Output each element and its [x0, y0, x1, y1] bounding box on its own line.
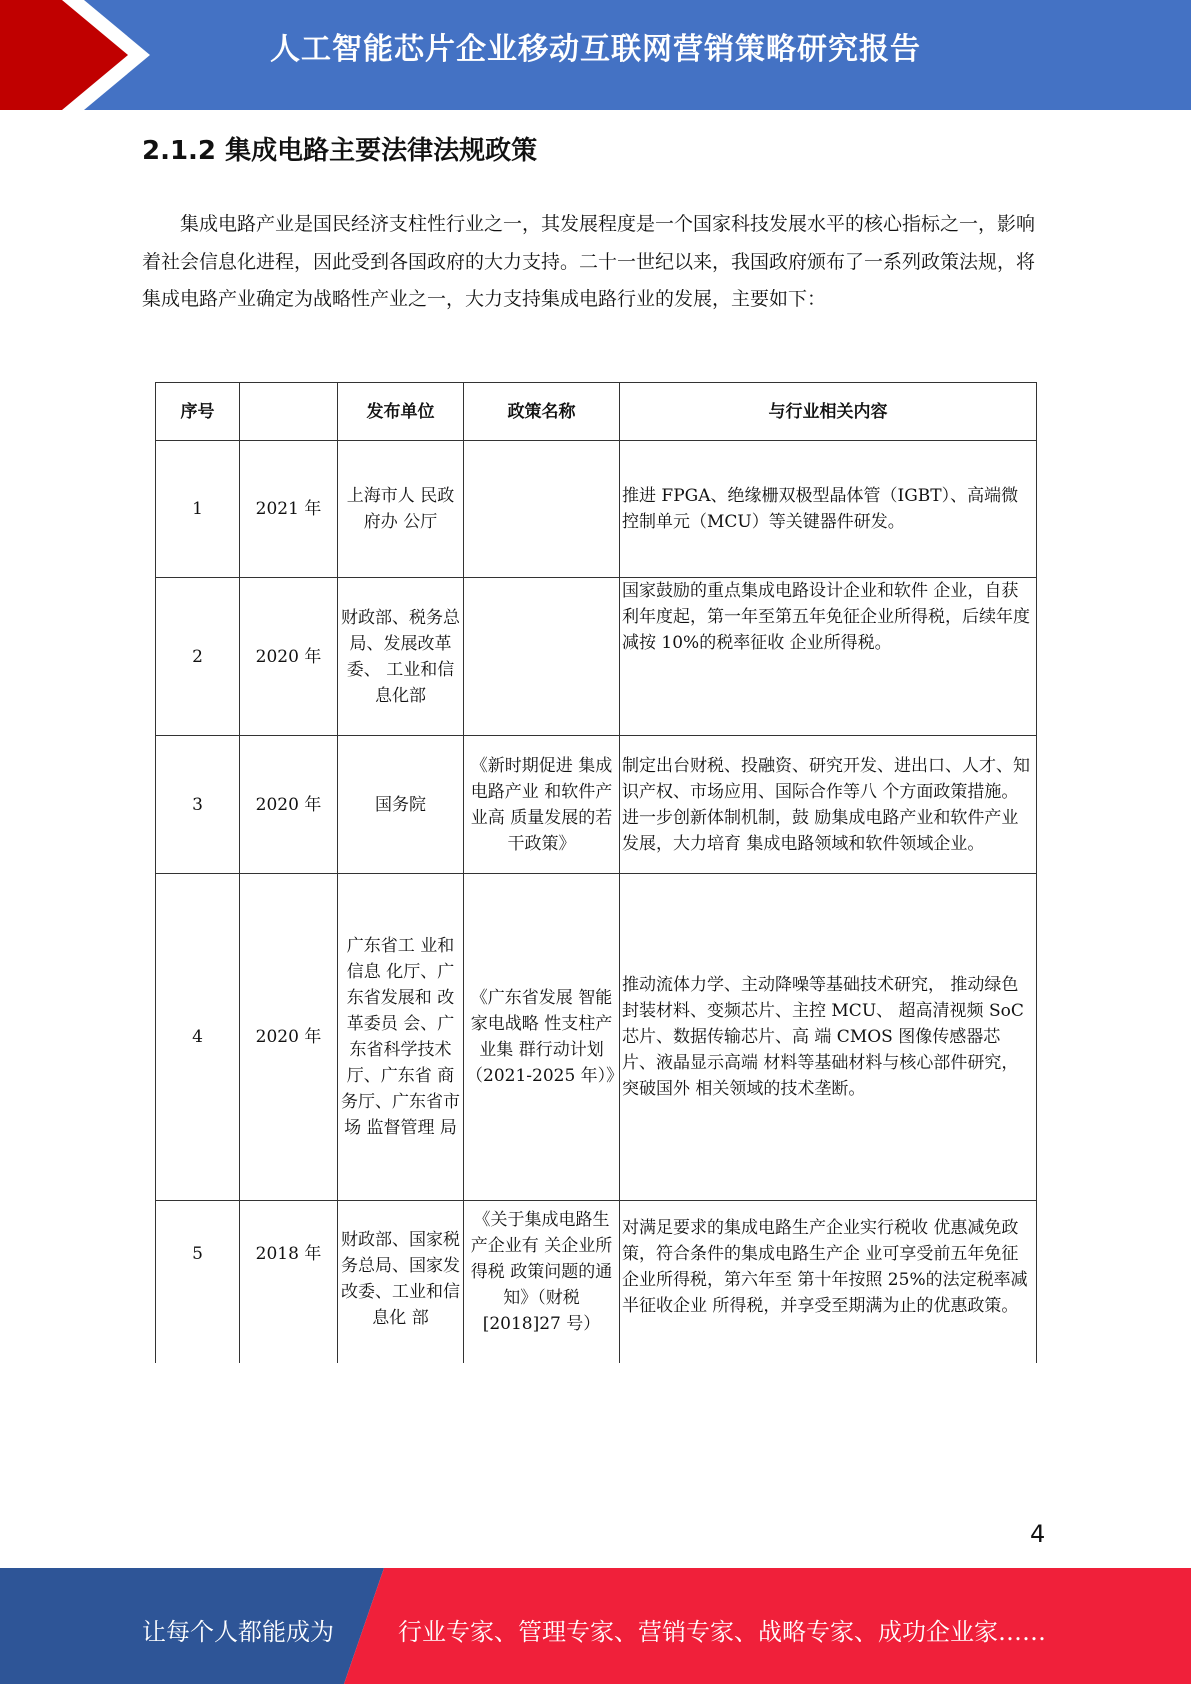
row-policy [464, 578, 620, 736]
row-policy: 《广东省发展 智能家电战略 性支柱产业集 群行动计划（2021-2025 年）》 [464, 874, 620, 1201]
row-unit: 上海市人 民政府办 公厅 [338, 441, 464, 578]
header-policy: 政策名称 [464, 383, 620, 441]
row-no: 1 [156, 441, 240, 578]
footer-slogan-right: 行业专家、管理专家、营销专家、战略专家、成功企业家…… [398, 1618, 1046, 1646]
table-row [156, 736, 1037, 874]
row-year: 2020 年 [240, 578, 338, 736]
header-unit: 发布单位 [338, 383, 464, 441]
table-header-row [156, 383, 1037, 441]
row-content: 对满足要求的集成电路生产企业实行税收 优惠减免政策，符合条件的集成电路生产企 业可享受前五年免征企业所得税，第六年至 第十年按照 25%的法定税率减半征收企业 所得税，并享受至期满为止的优惠政策。 [620, 1201, 1037, 1363]
row-year: 2020 年 [240, 736, 338, 874]
row-no: 4 [156, 874, 240, 1201]
row-year: 2018 年 [240, 1201, 338, 1363]
header-title: 人工智能芯片企业移动互联网营销策略研究报告 [270, 32, 921, 67]
row-content: 推动流体力学、主动降噪等基础技术研究， 推动绿色封装材料、变频芯片、主控 MCU、 超高清视频 SoC 芯片、数据传输芯片、高 端 CMOS 图像传感器芯片、液晶显示高端 材料等基础材料与核心部件研究，突破国外 相关领域的技术垄断。 [620, 874, 1037, 1201]
section-title: 2.1.2 集成电路主要法律法规政策 [142, 136, 538, 166]
table-row [156, 441, 1037, 578]
policy-table [155, 382, 1037, 1363]
row-content: 制定出台财税、投融资、研究开发、进出口、人才、知识产权、市场应用、国际合作等八 个方面政策措施。进一步创新体制机制，鼓 励集成电路产业和软件产业发展，大力培育 集成电路领域和软件领域企业。 [620, 736, 1037, 874]
row-no: 5 [156, 1201, 240, 1363]
row-unit: 财政部、税务总局、发展改革委、 工业和信 息化部 [338, 578, 464, 736]
row-year: 2021 年 [240, 441, 338, 578]
row-unit: 财政部、国家税务总局、国家发改委、工业和信息化 部 [338, 1201, 464, 1363]
table-row [156, 578, 1037, 736]
row-content: 推进 FPGA、绝缘栅双极型晶体管（IGBT）、高端微控制单元（MCU）等关键器件研发。 [620, 441, 1037, 578]
row-policy [464, 441, 620, 578]
page-footer [0, 1568, 1191, 1684]
row-unit: 国务院 [338, 736, 464, 874]
row-unit: 广东省工 业和信息 化厅、广东省发展和 改革委员 会、广东省科学技术 厅、广东省 商务厅、广东省市场 监督管理 局 [338, 874, 464, 1201]
footer-slogan-left: 让每个人都能成为 [142, 1618, 334, 1646]
page-number: 4 [1030, 1520, 1046, 1548]
page-header [0, 0, 1191, 110]
intro-paragraph: 集成电路产业是国民经济支柱性行业之一，其发展程度是一个国家科技发展水平的核心指标之一，影响着社会信息化进程，因此受到各国政府的大力支持。二十一世纪以来，我国政府颁布了一系列政策法规，将集成电路产业确定为战略性产业之一，大力支持集成电路行业的发展，主要如下： [142, 213, 1036, 310]
row-no: 2 [156, 578, 240, 736]
header-year [240, 383, 338, 441]
header-content: 与行业相关内容 [620, 383, 1037, 441]
row-content: 国家鼓励的重点集成电路设计企业和软件 企业，自获利年度起，第一年至第五年免征企业所得税，后续年度减按 10%的税率征收 企业所得税。 [620, 578, 1037, 736]
row-no: 3 [156, 736, 240, 874]
table-row [156, 874, 1037, 1201]
row-policy: 《关于集成电路生产企业有 关企业所得税 政策问题的通知》（财税[2018]27 号） [464, 1201, 620, 1363]
row-policy: 《新时期促进 集成电路产业 和软件产业高 质量发展的若 干政策》 [464, 736, 620, 874]
header-no: 序号 [156, 383, 240, 441]
table-row [156, 1201, 1037, 1363]
header-arrow-icon [0, 0, 160, 110]
row-year: 2020 年 [240, 874, 338, 1201]
